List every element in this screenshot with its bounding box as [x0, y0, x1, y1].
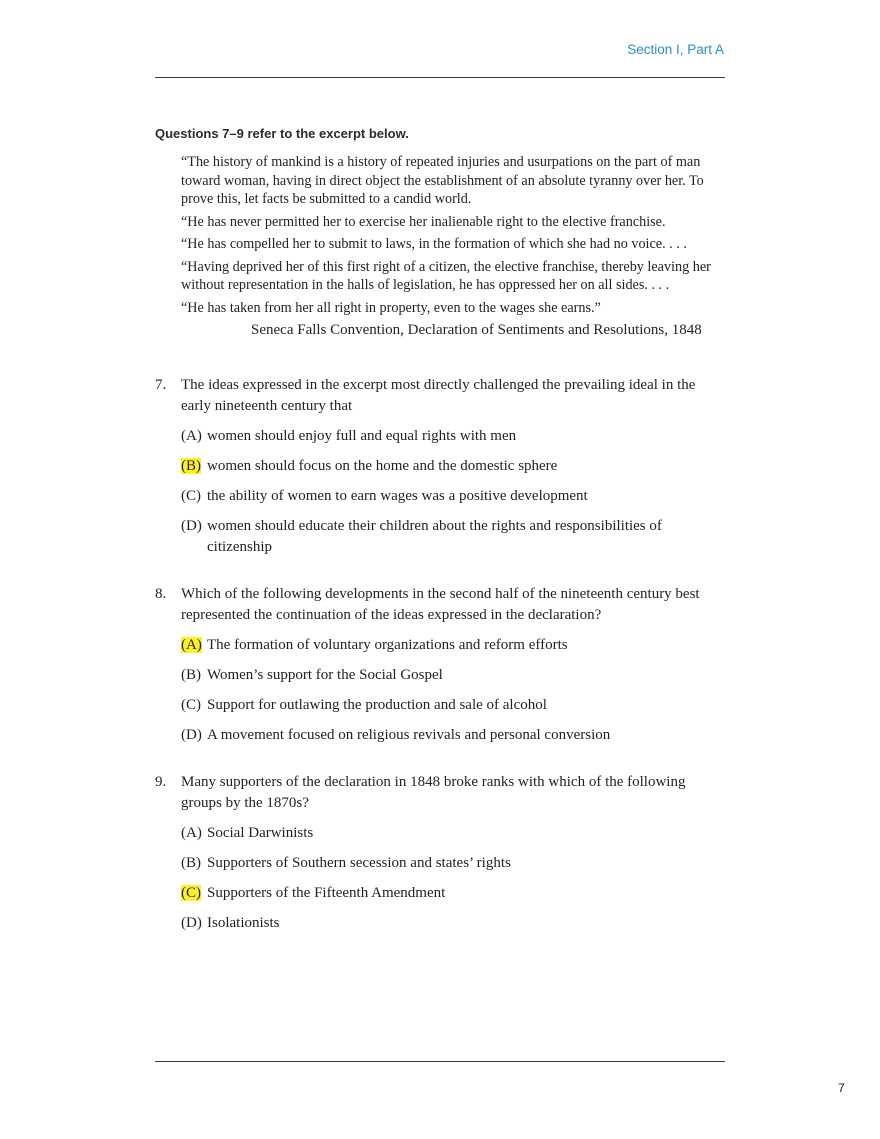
- answer-choices: [181, 635, 725, 746]
- choice-text: the ability of women to earn wages was a positive development: [207, 488, 588, 504]
- question-8: [155, 584, 725, 746]
- choice-letter: (B): [181, 855, 201, 871]
- answer-choice-b[interactable]: [181, 665, 725, 686]
- choice-text: Isolationists: [207, 915, 280, 931]
- bottom-divider: [155, 1061, 725, 1062]
- top-divider: [155, 77, 725, 78]
- choice-letter: (C): [181, 697, 201, 713]
- choice-letter: (D): [181, 518, 202, 534]
- choice-text: Supporters of Southern secession and states’ rights: [207, 855, 511, 871]
- answer-choice-a[interactable]: [181, 823, 725, 844]
- choice-letter: (D): [181, 915, 202, 931]
- question-9: [155, 772, 725, 934]
- answer-choice-b[interactable]: [181, 853, 725, 874]
- choice-text: Support for outlawing the production and sale of alcohol: [207, 697, 547, 713]
- answer-choice-d[interactable]: [181, 913, 725, 934]
- answer-choice-d[interactable]: [181, 725, 725, 746]
- choice-text: Women’s support for the Social Gospel: [207, 667, 443, 683]
- choice-text: women should educate their children about the rights and responsibilities of citizenship: [207, 518, 662, 555]
- page-number: 7: [838, 1081, 845, 1095]
- answer-choice-c[interactable]: [181, 883, 725, 904]
- question-7: [155, 375, 725, 558]
- excerpt-paragraph: “Having deprived her of this first right of a citizen, the elective franchise, thereby leaving her without representation in the halls of legislation, he has oppressed her on all sides. . . .: [181, 258, 711, 293]
- excerpt-block: [181, 153, 721, 340]
- answer-choice-d[interactable]: [181, 516, 725, 558]
- choice-letter-highlighted: (A): [181, 637, 202, 653]
- excerpt-paragraph: “The history of mankind is a history of repeated injuries and usurpations on the part of man toward woman, having in direct object the establishment of an absolute tyranny over her. To prove this, let facts be submitted to a candid world.: [181, 154, 704, 207]
- answer-choice-a[interactable]: [181, 635, 725, 656]
- excerpt-attribution: Seneca Falls Convention, Declaration of Sentiments and Resolutions, 1848: [251, 322, 702, 338]
- choice-letter: (B): [181, 667, 201, 683]
- answer-choice-c[interactable]: [181, 695, 725, 716]
- choice-text: The formation of voluntary organizations and reform efforts: [207, 637, 568, 653]
- excerpt-paragraph: “He has never permitted her to exercise her inalienable right to the elective franchise.: [181, 213, 666, 230]
- answer-choices: [181, 426, 725, 558]
- choice-text: Social Darwinists: [207, 825, 314, 841]
- choice-letter: (D): [181, 727, 202, 743]
- choice-letter-highlighted: (B): [181, 458, 201, 474]
- choice-text: women should enjoy full and equal rights with men: [207, 428, 517, 444]
- answer-choice-a[interactable]: [181, 426, 725, 447]
- question-number: 8.: [155, 586, 167, 602]
- excerpt-paragraph: “He has taken from her all right in property, even to the wages she earns.”: [181, 299, 601, 316]
- section-header: Section I, Part A: [627, 42, 724, 57]
- choice-text: A movement focused on religious revivals and personal conversion: [207, 727, 611, 743]
- choice-letter-highlighted: (C): [181, 885, 201, 901]
- question-stem: Which of the following developments in the second half of the nineteenth century best represented the continuation of the ideas expressed in the declaration?: [181, 586, 700, 623]
- question-number: 7.: [155, 377, 167, 393]
- question-number: 9.: [155, 774, 167, 790]
- answer-choices: [181, 823, 725, 934]
- choice-text: women should focus on the home and the domestic sphere: [207, 458, 558, 474]
- answer-choice-b[interactable]: [181, 456, 725, 477]
- choice-letter: (A): [181, 825, 202, 841]
- question-stem: Many supporters of the declaration in 1848 broke ranks with which of the following groups by the 1870s?: [181, 774, 686, 811]
- choice-letter: (C): [181, 488, 201, 504]
- excerpt-paragraph: “He has compelled her to submit to laws, in the formation of which she had no voice. . . .: [181, 236, 687, 252]
- answer-choice-c[interactable]: [181, 486, 725, 507]
- questions-intro: Questions 7–9 refer to the excerpt below.: [155, 126, 409, 141]
- choice-letter: (A): [181, 428, 202, 444]
- question-stem: The ideas expressed in the excerpt most directly challenged the prevailing ideal in the early nineteenth century that: [181, 377, 696, 414]
- choice-text: Supporters of the Fifteenth Amendment: [207, 885, 446, 901]
